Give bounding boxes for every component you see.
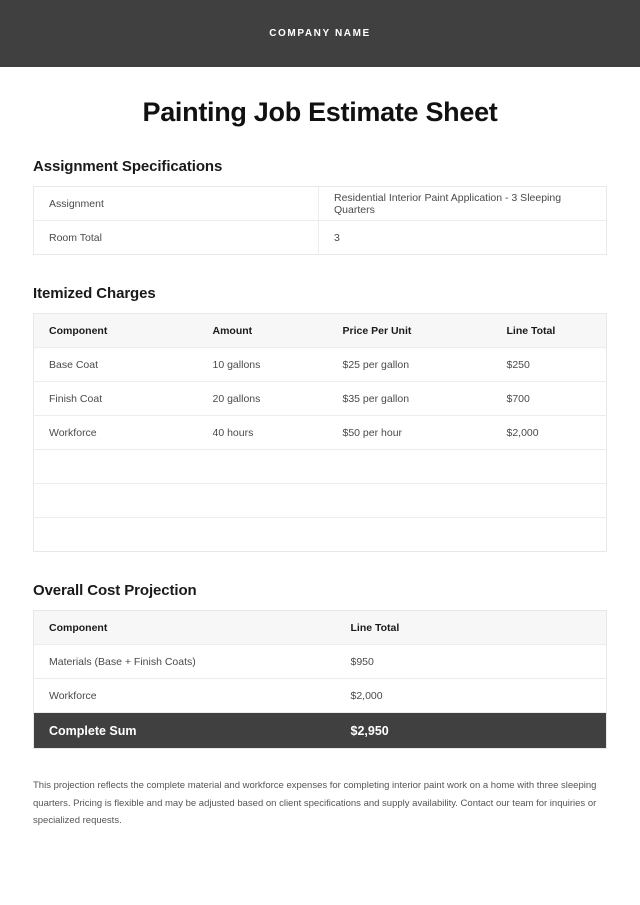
section-title-specifications: Assignment Specifications: [33, 158, 223, 175]
spec-value: 3: [334, 231, 340, 244]
table-row: [34, 348, 607, 382]
column-header-price: Price Per Unit: [328, 314, 492, 348]
cell-empty: [328, 518, 492, 552]
cell-total-label: Complete Sum: [34, 713, 336, 749]
spec-label: Room Total: [34, 221, 319, 255]
page-title: Painting Job Estimate Sheet: [142, 97, 498, 127]
cell-price: $25 per gallon: [328, 348, 492, 382]
cell-empty: [492, 518, 607, 552]
section-title-cost-projection: Overall Cost Projection: [33, 582, 197, 599]
table-row: [34, 187, 607, 221]
cell-price: $35 per gallon: [328, 382, 492, 416]
column-header-line-total: Line Total: [492, 314, 607, 348]
company-header-bar: [0, 0, 640, 67]
cell-empty: [198, 450, 328, 484]
cell-empty: [34, 484, 198, 518]
cell-line-total: $2,000: [492, 416, 607, 450]
cell-empty: [328, 450, 492, 484]
cell-price: $50 per hour: [328, 416, 492, 450]
cell-empty: [492, 450, 607, 484]
table-header-row: [34, 611, 607, 645]
cell-component: Finish Coat: [34, 382, 198, 416]
cell-line-total: $700: [492, 382, 607, 416]
column-header-amount: Amount: [198, 314, 328, 348]
itemized-charges-table: [33, 313, 607, 552]
cell-component: Base Coat: [34, 348, 198, 382]
company-name-text: COMPANY NAME: [269, 28, 371, 39]
table-row-empty: [34, 484, 607, 518]
cell-empty: [34, 450, 198, 484]
table-row: [34, 382, 607, 416]
cell-amount: 10 gallons: [198, 348, 328, 382]
table-row: [34, 416, 607, 450]
cell-component: Workforce: [34, 416, 198, 450]
table-header-row: [34, 314, 607, 348]
table-row: [34, 679, 607, 713]
document-body: [0, 97, 640, 830]
cell-empty: [198, 518, 328, 552]
cell-total-value: $2,950: [336, 713, 607, 749]
cell-amount: 40 hours: [198, 416, 328, 450]
spec-value: Residential Interior Paint Application - 3 Sleeping Quarters: [319, 187, 607, 221]
cost-projection-table: [33, 610, 607, 749]
cell-empty: [492, 484, 607, 518]
cell-empty: [328, 484, 492, 518]
table-row-empty: [34, 518, 607, 552]
cell-line-total: $250: [492, 348, 607, 382]
cell-empty: [198, 484, 328, 518]
spec-label: Assignment: [34, 187, 319, 221]
cell-line-total: $2,000: [336, 679, 607, 713]
table-row-empty: [34, 450, 607, 484]
cell-amount: 20 gallons: [198, 382, 328, 416]
column-header-component: Component: [34, 314, 198, 348]
column-header-component: Component: [34, 611, 336, 645]
table-row: [34, 221, 607, 255]
specifications-table: [33, 186, 607, 255]
cell-empty: [34, 518, 198, 552]
table-row-total: [34, 713, 607, 749]
cell-component: Workforce: [34, 679, 336, 713]
footer-note-text: This projection reflects the complete material and workforce expenses for completing interior paint work on a home with three sleeping quarters. Pricing is flexible and may be adjusted based on client specifications and supply availability. Contact our team for inquiries or specialized requests.: [33, 780, 597, 827]
section-title-itemized-charges: Itemized Charges: [33, 285, 156, 302]
cell-line-total: $950: [336, 645, 607, 679]
table-row: [34, 645, 607, 679]
cell-component: Materials (Base + Finish Coats): [34, 645, 336, 679]
column-header-line-total: Line Total: [336, 611, 607, 645]
